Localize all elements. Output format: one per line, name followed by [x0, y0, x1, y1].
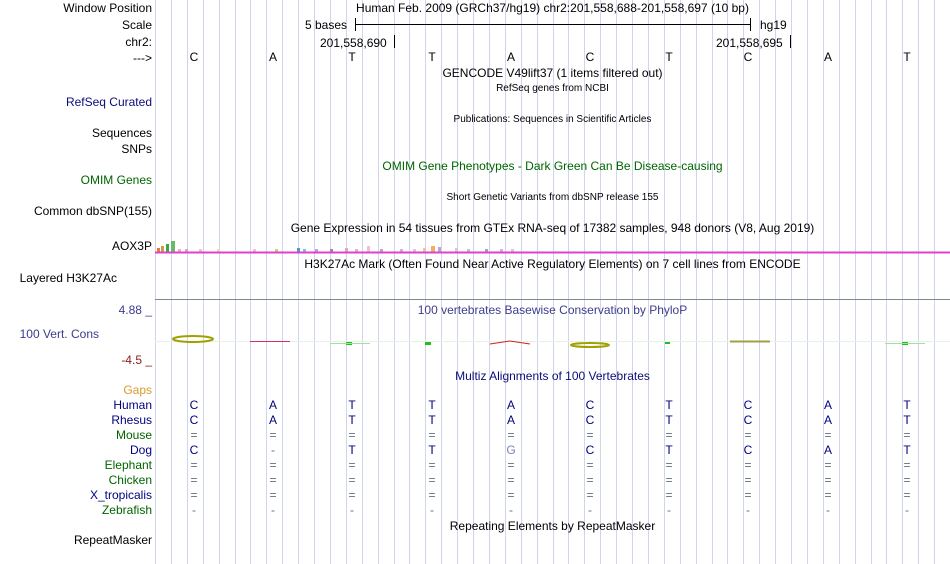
gtex-track-title[interactable]: Gene Expression in 54 tissues from GTEx RNA-seq of 17382 samples, 948 donors (V8, Aug 2019)	[290, 221, 815, 235]
alignment-cell: -	[509, 503, 513, 517]
phylop-marks	[155, 336, 950, 347]
alignment-cell: T	[665, 443, 673, 457]
alignment-cell: =	[744, 488, 752, 502]
alignment-cell: C	[743, 413, 753, 427]
alignment-cell: =	[190, 488, 198, 502]
scale-label: Scale	[121, 18, 152, 32]
alignment-cell: T	[903, 413, 911, 427]
alignment-cell: =	[507, 473, 515, 487]
alignment-cell: -	[826, 503, 830, 517]
alignment-cell: =	[190, 473, 198, 487]
omim-genes-label[interactable]: OMIM Genes	[80, 173, 152, 187]
alignment-cell: =	[507, 428, 515, 442]
publications-track-title[interactable]: Publications: Sequences in Scientific Articles	[453, 114, 652, 125]
alignment-cell: =	[348, 473, 356, 487]
alignment-cell: T	[903, 443, 911, 457]
repeatmasker-track-title[interactable]: Repeating Elements by RepeatMasker	[449, 519, 656, 533]
alignment-cell: =	[903, 473, 911, 487]
alignment-cell: =	[744, 473, 752, 487]
sequences-label[interactable]: Sequences	[91, 126, 152, 140]
alignment-cell: -	[192, 503, 196, 517]
alignment-cell: C	[585, 443, 595, 457]
alignment-cell: A	[506, 413, 515, 427]
assembly-label: hg19	[760, 18, 787, 32]
alignment-cell: =	[586, 458, 594, 472]
multiz-track-title[interactable]: Multiz Alignments of 100 Vertebrates	[455, 369, 650, 383]
alignment-cell: =	[744, 428, 752, 442]
alignment-cell: =	[428, 458, 436, 472]
dbsnp-track-title[interactable]: Short Genetic Variants from dbSNP release 155	[446, 192, 659, 203]
scale-bar-right-tick	[750, 18, 751, 31]
gtex-expression-graph[interactable]	[155, 238, 950, 258]
species-label[interactable]: Rhesus	[111, 413, 152, 427]
base-letter: A	[268, 50, 277, 64]
alignment-cell: C	[189, 413, 199, 427]
common-dbsnp-label[interactable]: Common dbSNP(155)	[33, 204, 152, 218]
alignment-cell: A	[823, 398, 832, 412]
alignment-cell: =	[428, 488, 436, 502]
alignment-cell: =	[269, 488, 277, 502]
chr-label: chr2:	[125, 35, 152, 49]
species-label[interactable]: Zebrafish	[101, 503, 152, 517]
base-letter: T	[665, 50, 673, 64]
omim-track-title[interactable]: OMIM Gene Phenotypes - Dark Green Can Be Disease-causing	[382, 159, 723, 173]
coordinate-left: 201,558,690	[320, 36, 387, 50]
phylop-track-title[interactable]: 100 vertebrates Basewise Conservation by PhyloP	[417, 303, 688, 317]
refseq-track-title[interactable]: RefSeq genes from NCBI	[496, 83, 609, 94]
refseq-curated-label[interactable]: RefSeq Curated	[65, 95, 152, 109]
alignment-cell: C	[743, 443, 753, 457]
alignment-cell: =	[348, 458, 356, 472]
gtex-bars	[157, 241, 514, 252]
alignment-cell: =	[903, 428, 911, 442]
base-letter: T	[428, 50, 436, 64]
scale-bar-left-tick	[355, 18, 356, 31]
alignment-cell: C	[585, 413, 595, 427]
alignment-cell: =	[269, 458, 277, 472]
alignment-cell: C	[743, 398, 753, 412]
alignment-cell: T	[665, 398, 673, 412]
alignment-cell: -	[588, 503, 592, 517]
alignment-cell: -	[667, 503, 671, 517]
alignment-cell: =	[190, 458, 198, 472]
alignment-cell: =	[824, 458, 832, 472]
alignment-cell: A	[823, 443, 832, 457]
phylop-graph[interactable]	[155, 325, 950, 360]
alignment-cell: =	[824, 473, 832, 487]
base-letter: A	[506, 50, 515, 64]
base-letter: C	[189, 50, 199, 64]
alignment-cell: T	[348, 398, 356, 412]
h3k27ac-baseline	[155, 299, 950, 300]
species-label[interactable]: Mouse	[115, 428, 152, 442]
h3k27ac-track-title[interactable]: H3K27Ac Mark (Often Found Near Active Regulatory Elements) on 7 cell lines from ENCODE	[304, 257, 801, 271]
aox3p-label[interactable]: AOX3P	[111, 239, 152, 253]
alignment-cell: =	[744, 458, 752, 472]
alignment-cell: =	[665, 458, 673, 472]
conservation-min-label: -4.5 _	[121, 353, 152, 367]
base-letter: A	[823, 50, 832, 64]
repeatmasker-label[interactable]: RepeatMasker	[73, 533, 152, 547]
coordinate-right: 201,558,695	[716, 36, 783, 50]
alignment-cell: T	[428, 443, 436, 457]
alignment-cell: -	[271, 503, 275, 517]
alignment-cell: -	[271, 443, 275, 457]
alignment-cell: T	[348, 413, 356, 427]
gencode-track-title[interactable]: GENCODE V49lift37 (1 items filtered out)	[442, 66, 663, 80]
scale-bases-text: 5 bases	[305, 18, 348, 32]
alignment-cell: =	[507, 458, 515, 472]
alignment-cell: =	[665, 428, 673, 442]
conservation-max-label: 4.88 _	[118, 303, 152, 317]
base-letter: T	[903, 50, 911, 64]
alignment-cell: =	[269, 428, 277, 442]
base-letter: C	[743, 50, 753, 64]
alignment-cell: =	[428, 473, 436, 487]
alignment-cell: =	[507, 488, 515, 502]
alignment-cell: =	[824, 488, 832, 502]
scale-bar	[355, 24, 751, 25]
alignment-cell: A	[823, 413, 832, 427]
alignment-cell: =	[348, 488, 356, 502]
vert-cons-label[interactable]: 100 Vert. Cons	[19, 327, 99, 341]
base-letter: C	[585, 50, 595, 64]
alignment-cell: -	[350, 503, 354, 517]
strand-arrow-label[interactable]: --->	[133, 51, 152, 65]
window-position-label: Window Position	[63, 1, 152, 15]
alignment-cell: A	[268, 398, 277, 412]
alignment-cell: T	[348, 443, 356, 457]
alignment-cell: =	[586, 428, 594, 442]
alignment-cell: A	[506, 398, 515, 412]
coordinate-left-tick	[394, 35, 395, 48]
position-text: Human Feb. 2009 (GRCh37/hg19) chr2:201,558,688-201,558,697 (10 bp)	[356, 1, 749, 15]
species-label[interactable]: X_tropicalis	[89, 488, 152, 502]
alignment-cell: =	[190, 428, 198, 442]
alignment-cell: =	[428, 428, 436, 442]
coordinate-right-tick	[790, 35, 791, 48]
alignment-cell: C	[585, 398, 595, 412]
alignment-cell: G	[506, 443, 516, 457]
alignment-cell: A	[268, 413, 277, 427]
layered-h3k27ac-label[interactable]: Layered H3K27Ac	[19, 271, 117, 285]
alignment-cell: =	[665, 488, 673, 502]
alignment-cell: -	[905, 503, 909, 517]
species-label[interactable]: Human	[113, 398, 152, 412]
alignment-cell: T	[428, 398, 436, 412]
alignment-cell: -	[430, 503, 434, 517]
alignment-cell: =	[903, 488, 911, 502]
alignment-cell: =	[586, 473, 594, 487]
alignment-cell: C	[189, 398, 199, 412]
alignment-cell: C	[189, 443, 199, 457]
alignment-cell: =	[903, 458, 911, 472]
species-label[interactable]: Elephant	[104, 458, 152, 472]
alignment-cell: T	[903, 398, 911, 412]
base-letter: T	[348, 50, 356, 64]
alignment-cell: T	[665, 413, 673, 427]
alignment-cell: -	[746, 503, 750, 517]
alignment-cell: =	[824, 428, 832, 442]
species-label[interactable]: Chicken	[108, 473, 152, 487]
alignment-cell: =	[269, 473, 277, 487]
alignment-cell: =	[586, 488, 594, 502]
species-label[interactable]: Dog	[129, 443, 152, 457]
alignment-cell: =	[665, 473, 673, 487]
alignment-cell: =	[348, 428, 356, 442]
alignment-cell: T	[428, 413, 436, 427]
gaps-label[interactable]: Gaps	[123, 383, 152, 397]
snps-label[interactable]: SNPs	[121, 142, 152, 156]
